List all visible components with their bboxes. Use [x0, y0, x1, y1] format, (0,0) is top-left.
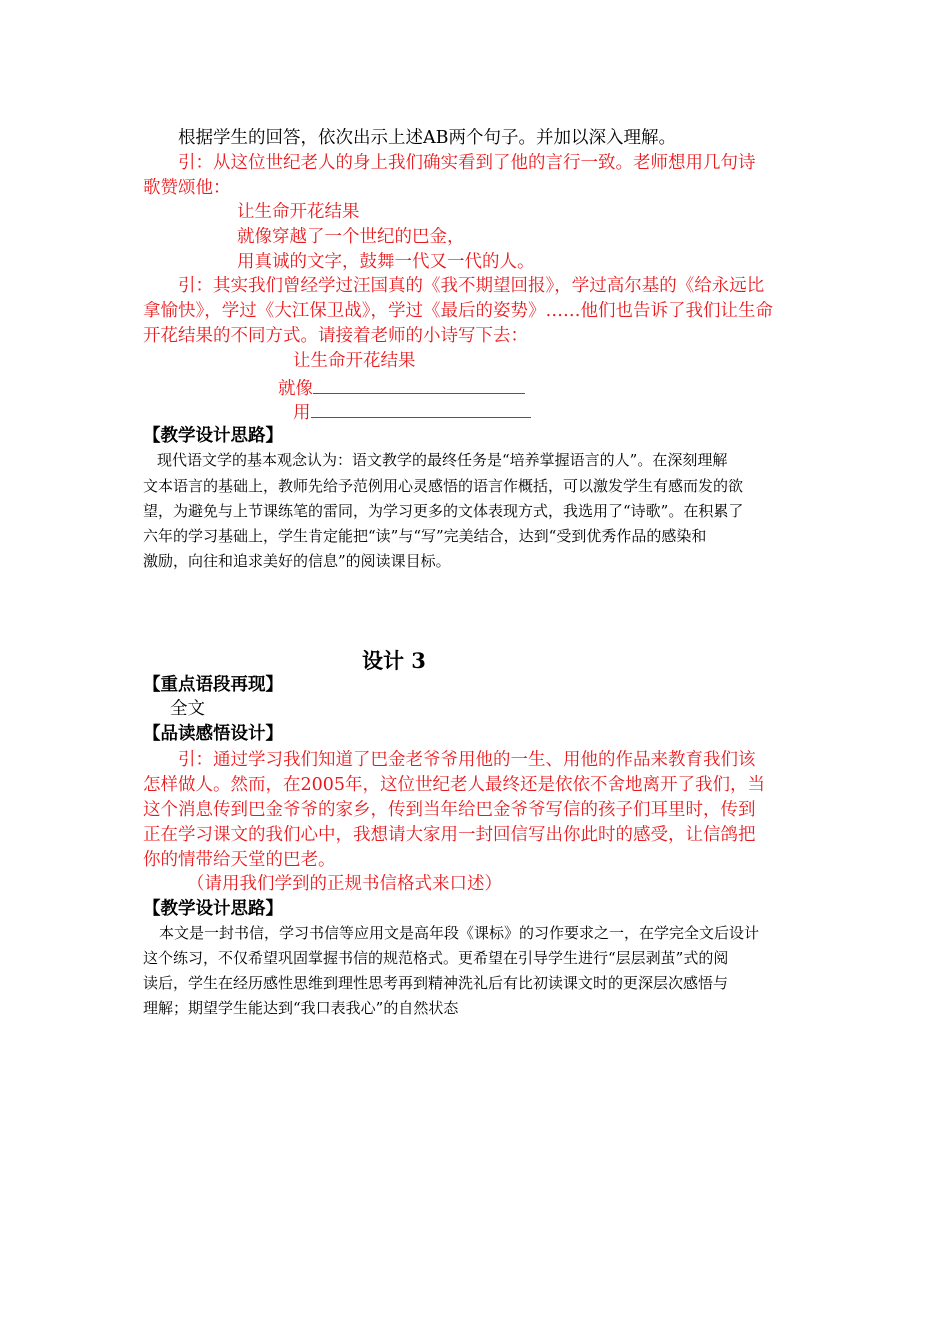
guide-2-line-1: 引：其实我们曾经学过汪国真的《我不期望回报》，学过高尔基的《给永远比 — [178, 276, 765, 296]
guide-1-line-1: 引：从这位世纪老人的身上我们确实看到了他的言行一致。老师想用几句诗 — [178, 153, 756, 173]
guide-1-line-2: 歌赞颂他： — [143, 178, 231, 198]
guide-3-line-4: 正在学习课文的我们心中，我想请大家用一封回信写出你此时的感受，让信鸽把 — [143, 825, 756, 845]
design-rationale-heading-2: 【教学设计思路】 — [143, 899, 283, 919]
rationale2-line-3: 读后，学生在经历感性思维到理性思考再到精神洗礼后有比初读课文时的更深层次感悟与 — [143, 974, 729, 992]
rationale2-line-4: 理解；期望学生能达到“我口表我心”的自然状态 — [143, 999, 459, 1017]
design-rationale-heading: 【教学设计思路】 — [143, 426, 283, 446]
rationale2-line-1: 本文是一封书信，学习书信等应用文是高年段《课标》的习作要求之一，在学完全文后设计 — [159, 924, 760, 942]
poem-line-2: 就像穿越了一个世纪的巴金， — [237, 227, 465, 247]
fill-blank-2[interactable] — [311, 399, 531, 418]
rationale2-line-2: 这个练习，不仅希望巩固掌握书信的规范格式。更希望在引导学生进行“层层剥茧”式的阅 — [143, 949, 729, 967]
full-text-label: 全文 — [170, 699, 205, 719]
rationale-line-3: 望，为避免与上节课练笔的雷同，为学习更多的文体表现方式，我选用了“诗歌”。在积累了 — [143, 502, 744, 520]
section-title: 设计 3 — [362, 648, 426, 673]
poem-line-1: 让生命开花结果 — [237, 202, 360, 222]
guide-3-line-3: 这个消息传到巴金爷爷的家乡，传到当年给巴金爷爷写信的孩子们耳里时，传到 — [143, 800, 756, 820]
reading-design-heading: 【品读感悟设计】 — [143, 724, 283, 744]
guide-2-line-2: 拿愉快》，学过《大江保卫战》，学过《最后的姿势》……他们也告诉了我们让生命 — [143, 301, 773, 321]
rationale-line-5: 激励，向往和追求美好的信息”的阅读课目标。 — [143, 552, 451, 570]
poem2-line-1: 让生命开花结果 — [293, 351, 416, 371]
poem2-line-3 — [293, 399, 531, 423]
format-note: （请用我们学到的正规书信格式来口述） — [187, 874, 502, 894]
key-passage-heading: 【重点语段再现】 — [143, 675, 283, 695]
guide-2-line-3: 开花结果的不同方式。请接着老师的小诗写下去： — [143, 326, 528, 346]
fill-blank-1[interactable] — [313, 375, 525, 394]
poem-line-3: 用真诚的文字，鼓舞一代又一代的人。 — [237, 252, 535, 272]
answer-line: 根据学生的回答，依次出示上述AB两个句子。并加以深入理解。 — [178, 128, 676, 148]
rationale-line-2: 文本语言的基础上，教师先给予范例用心灵感悟的语言作概括，可以激发学生有感而发的欲 — [143, 477, 744, 495]
poem2-line-2 — [278, 375, 525, 399]
guide-3-line-1: 引：通过学习我们知道了巴金老爷爷用他的一生、用他的作品来教育我们该 — [178, 750, 756, 770]
guide-3-line-2: 怎样做人。然而，在2005年，这位世纪老人最终还是依依不舍地离开了我们，当 — [143, 775, 766, 795]
poem2-yong: 用 — [293, 403, 311, 423]
poem2-jiuxiang: 就像 — [278, 379, 313, 399]
guide-3-line-5: 你的情带给天堂的巴老。 — [143, 850, 336, 870]
rationale-line-1: 现代语文学的基本观念认为：语文教学的最终任务是“培养掌握语言的人”。在深刻理解 — [157, 451, 728, 469]
rationale-line-4: 六年的学习基础上，学生肯定能把“读”与“写”完美结合，达到“受到优秀作品的感染和 — [143, 527, 707, 545]
